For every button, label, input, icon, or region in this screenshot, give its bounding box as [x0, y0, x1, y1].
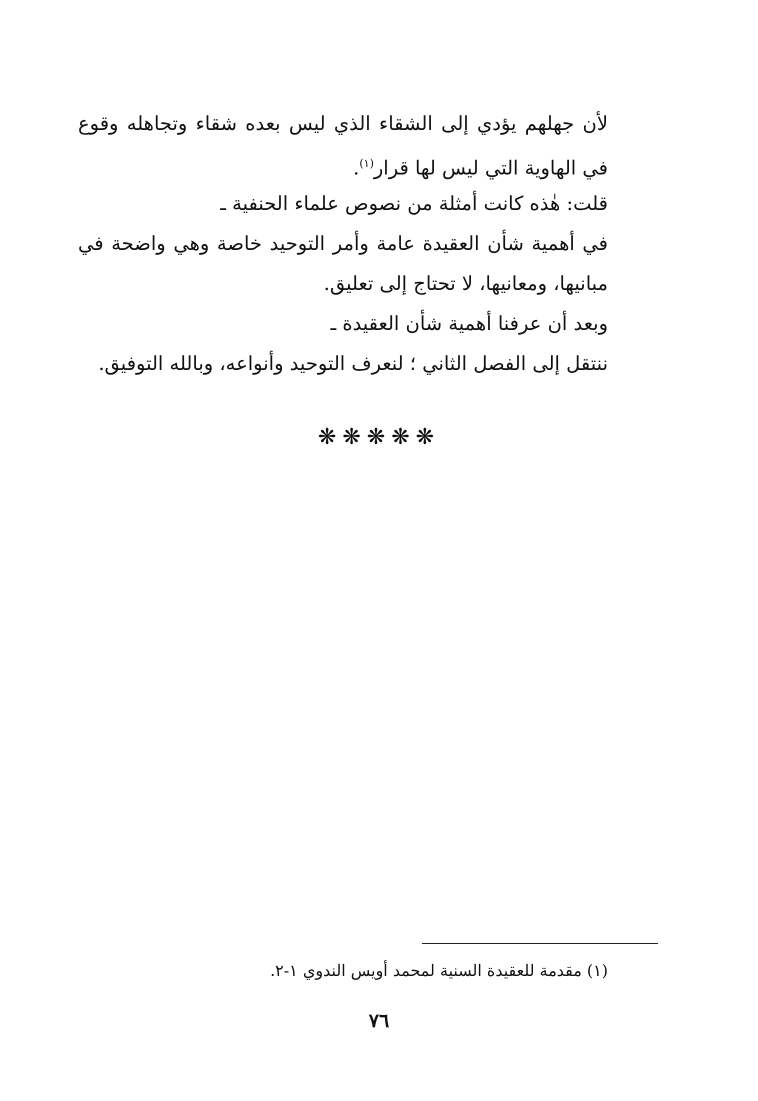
- text-line-1: لأن جهلهم يؤدي إلى الشقاء الذي ليس بعده شقاء وتجاهله وقوع: [78, 112, 608, 135]
- text-line-4: في أهمية شأن العقيدة عامة وأمر التوحيد خاصة وهي واضحة في: [78, 232, 608, 255]
- text-line-2-period: .: [353, 156, 360, 180]
- footnote-divider: [422, 943, 658, 944]
- footnote: (١) مقدمة للعقيدة السنية لمحمد أويس الندوي ١-٢.: [270, 961, 608, 980]
- section-separator: ❋❋❋❋❋: [317, 425, 441, 450]
- text-line-3: قلت: هٰذه كانت أمثلة من نصوص علماء الحنفية ـ: [220, 192, 608, 215]
- main-text: [78, 104, 608, 384]
- text-line-5: مبانيها، ومعانيها، لا تحتاج إلى تعليق.: [323, 272, 608, 295]
- text-line-6: وبعد أن عرفنا أهمية شأن العقيدة ـ: [330, 312, 608, 335]
- footnote-reference: (١): [359, 157, 374, 170]
- text-line-7: ننتقل إلى الفصل الثاني ؛ لنعرف التوحيد وأنواعه، وبالله التوفيق.: [98, 352, 608, 375]
- text-line-2: [78, 144, 608, 184]
- text-line-2-body: في الهاوية التي ليس لها قرار: [373, 156, 608, 180]
- page-number: ٧٦: [368, 1010, 390, 1032]
